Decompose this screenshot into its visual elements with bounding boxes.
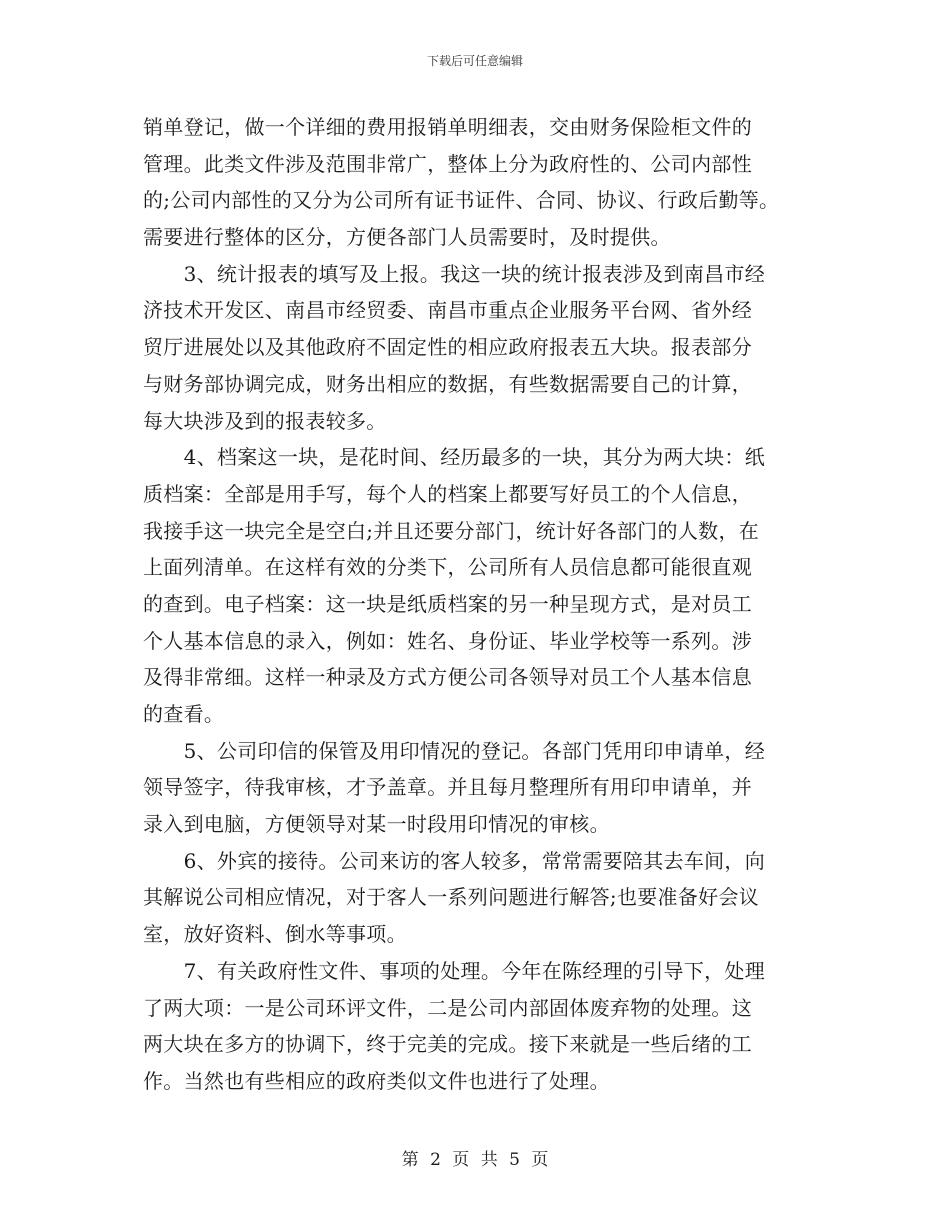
text-line: 的查看。 <box>143 702 225 726</box>
text-line: 两大块在多方的协调下，终于完美的完成。接下来就是一些后绪的工 <box>143 1032 752 1057</box>
text-line: 5、公司印信的保管及用印情况的登记。各部门凭用印申请单，经 <box>143 738 766 763</box>
text-line: 管理。此类文件涉及范围非常广，整体上分为政府性的、公司内部性 <box>143 151 752 176</box>
text-line: 需要进行整体的区分，方便各部门人员需要时，及时提供。 <box>143 225 671 250</box>
text-line: 3、统计报表的填写及上报。我这一块的统计报表涉及到南昌市经 <box>143 261 766 286</box>
text-line: 济技术开发区、南昌市经贸委、南昌市重点企业服务平台网、省外经 <box>143 298 752 323</box>
text-line: 其解说公司相应情况，对于客人一系列问题进行解答;也要准备好会议 <box>143 885 760 910</box>
page-number: 第 2 页 共 5 页 <box>401 1150 549 1170</box>
text-line: 室，放好资料、倒水等事项。 <box>143 922 407 947</box>
text-line: 作。当然也有些相应的政府类似文件也进行了处理。 <box>143 1068 610 1093</box>
page-header: 下载后可任意编辑 <box>426 54 523 68</box>
text-line: 及得非常细。这样一种录及方式方便公司各领导对员工个人基本信息 <box>143 665 752 690</box>
text-line: 与财务部协调完成，财务出相应的数据，有些数据需要自己的计算， <box>143 371 752 396</box>
text-line: 了两大项：一是公司环评文件，二是公司内部固体废弃物的处理。这 <box>143 995 752 1020</box>
text-line: 4、档案这一块，是花时间、经历最多的一块，其分为两大块：纸 <box>143 445 766 470</box>
text-line: 贸厅进展处以及其他政府不固定性的相应政府报表五大块。报表部分 <box>143 335 752 360</box>
text-line: 6、外宾的接待。公司来访的客人较多，常常需要陪其去车间，向 <box>143 848 766 873</box>
text-line: 个人基本信息的录入，例如：姓名、身份证、毕业学校等一系列。涉 <box>143 628 752 653</box>
text-line: 的查到。电子档案：这一块是纸质档案的另一种呈现方式，是对员工 <box>143 591 752 616</box>
text-line: 质档案：全部是用手写，每个人的档案上都要写好员工的个人信息， <box>143 481 752 506</box>
text-line: 每大块涉及到的报表较多。 <box>143 408 387 433</box>
text-line: 7、有关政府性文件、事项的处理。今年在陈经理的引导下，处理 <box>143 958 766 983</box>
text-line: 我接手这一块完全是空白;并且还要分部门，统计好各部门的人数，在 <box>143 518 760 543</box>
document-body <box>143 109 823 1100</box>
text-line: 的;公司内部性的又分为公司所有证书证件、合同、协议、行政后勤等。 <box>143 188 780 213</box>
text-line: 领导签字，待我审核，才予盖章。并且每月整理所有用印申请单，并 <box>143 775 752 800</box>
text-line: 销单登记，做一个详细的费用报销单明细表，交由财务保险柜文件的 <box>143 115 752 139</box>
text-line: 上面列清单。在这样有效的分类下，公司所有人员信息都可能很直观 <box>143 555 752 580</box>
text-line: 录入到电脑，方便领导对某一时段用印情况的审核。 <box>143 812 610 837</box>
